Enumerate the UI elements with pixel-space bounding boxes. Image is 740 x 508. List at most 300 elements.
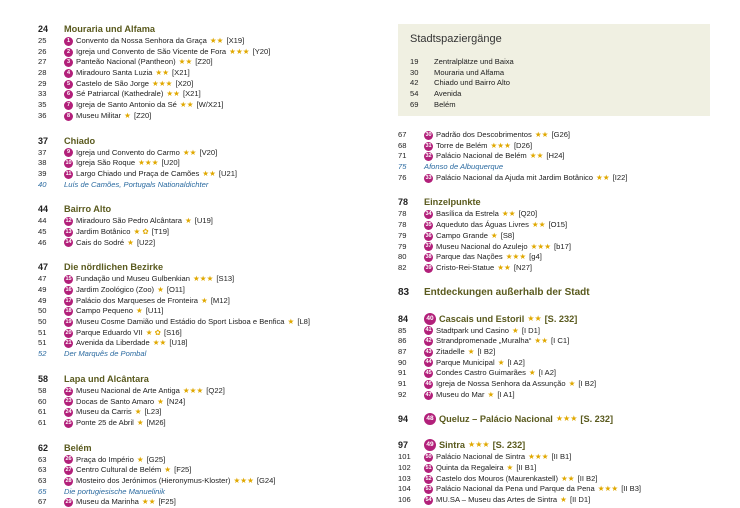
toc-section	[38, 441, 368, 508]
sight-entry[interactable]	[38, 418, 368, 429]
sight-entry[interactable]	[398, 209, 728, 220]
sight-number-badge: 7	[64, 101, 73, 110]
rating-stars-icon: ★★	[166, 89, 180, 99]
rating-stars-icon: ★ ✿	[145, 327, 161, 337]
sight-number-badge: 26	[65, 456, 72, 463]
sight-entry[interactable]	[38, 216, 368, 227]
rating-stars-icon: ★★★	[152, 78, 173, 88]
toc-section	[38, 202, 368, 248]
sight-number-badge: 33	[425, 174, 432, 181]
page-number: 78	[398, 209, 407, 219]
sight-number-badge: 41	[425, 327, 432, 334]
sight-entry[interactable]	[38, 455, 368, 466]
page-number: 68	[398, 140, 407, 150]
sight-number-badge: 14	[65, 239, 72, 246]
rating-stars-icon: ★★★	[490, 140, 511, 150]
section-heading[interactable]	[398, 286, 728, 300]
rating-stars-icon: ★★	[202, 168, 216, 178]
rating-stars-icon: ★	[467, 346, 475, 356]
info-box-entry[interactable]	[38, 180, 368, 191]
page-number: 39	[38, 168, 47, 178]
page-number: 102	[398, 463, 411, 473]
entry-title: Der Marquês de Pombal	[64, 349, 147, 359]
sight-entry[interactable]	[398, 336, 728, 347]
section-title: Bairro Alto	[64, 204, 112, 215]
info-box-entry[interactable]	[38, 487, 368, 498]
sight-entry[interactable]	[398, 231, 728, 242]
section-page-number: 37	[38, 135, 49, 146]
entry-title: Museu da Marinha	[76, 497, 139, 507]
page-number: 46	[38, 237, 47, 247]
sight-entry[interactable]	[38, 68, 368, 79]
sight-number-badge: 13	[65, 228, 72, 235]
sight-entry[interactable]	[38, 79, 368, 90]
entry-title: Campo Grande	[436, 230, 488, 240]
map-reference: [I C1]	[551, 336, 570, 346]
map-reference: [T19]	[151, 226, 170, 236]
page-number: 52	[38, 349, 47, 359]
sight-number-badge: 31	[425, 142, 432, 149]
entry-title: Convento da Nossa Senhora da Graça	[76, 36, 207, 45]
page-number: 37	[38, 147, 47, 157]
sight-entry[interactable]	[398, 358, 728, 369]
sight-entry[interactable]	[398, 130, 728, 141]
rating-stars-icon: ★★	[534, 336, 549, 346]
entry-title: Miradouro Santa Luzia	[76, 68, 153, 78]
section-title: Sintra	[439, 440, 466, 451]
sight-number-badge: 20	[65, 329, 72, 336]
page-number: 75	[398, 162, 407, 172]
section-heading[interactable]	[38, 134, 368, 148]
map-reference: [F25]	[158, 497, 176, 507]
sight-entry[interactable]	[38, 386, 368, 397]
map-reference: [Z20]	[195, 57, 213, 67]
sight-number-badge: 8	[64, 112, 73, 121]
toc-section	[38, 372, 368, 429]
rating-stars-icon: ★★	[209, 36, 224, 45]
page-number: 47	[38, 274, 47, 284]
rating-stars-icon: ★★	[152, 338, 167, 348]
sight-entry[interactable]	[38, 238, 368, 249]
page-number: 50	[38, 317, 47, 327]
rating-stars-icon: ★★	[178, 57, 193, 67]
map-reference: [II B2]	[577, 473, 598, 483]
sight-entry[interactable]	[38, 465, 368, 476]
sight-entry[interactable]	[38, 317, 368, 328]
sight-number-badge: 29	[65, 499, 72, 506]
sight-entry[interactable]	[398, 390, 728, 401]
entry-title: Ponte 25 de Abril	[76, 417, 134, 427]
page-number: 29	[38, 78, 47, 88]
page-number: 106	[398, 495, 411, 505]
page-number: 49	[38, 295, 47, 305]
sight-number-badge: 30	[425, 131, 432, 138]
section-heading[interactable]	[38, 441, 368, 455]
entry-title: Cais do Sodré	[76, 237, 125, 247]
map-reference: [Y20]	[252, 46, 271, 56]
sight-entry[interactable]	[398, 463, 728, 474]
sight-entry[interactable]	[38, 497, 368, 508]
sight-number-badge: 22	[65, 387, 72, 394]
toc-section	[398, 130, 728, 183]
section-page-number: 94	[398, 414, 409, 425]
page-number: 26	[38, 46, 47, 56]
rating-stars-icon: ★★	[596, 172, 610, 182]
map-reference: [U20]	[161, 158, 180, 168]
entry-title: Campo Pequeno	[76, 306, 133, 316]
sight-entry[interactable]	[398, 452, 728, 463]
section-heading[interactable]	[398, 412, 728, 426]
page-number: 58	[38, 385, 47, 395]
rating-stars-icon: ★	[157, 285, 164, 294]
toc-section	[398, 438, 728, 505]
map-reference: [I D1]	[521, 325, 540, 335]
entry-title: Museu do Mar	[436, 389, 485, 399]
page-number: 50	[38, 306, 47, 316]
rating-stars-icon: ★★	[534, 130, 549, 139]
map-reference: [U22]	[136, 237, 156, 247]
map-reference: [U18]	[169, 338, 188, 348]
sight-entry[interactable]	[398, 242, 728, 253]
section-page-number: 47	[38, 262, 49, 273]
entry-title: Parque das Nações	[436, 252, 503, 262]
page-number: 63	[38, 465, 47, 475]
sight-entry[interactable]	[38, 227, 368, 238]
page-number: 103	[398, 473, 411, 483]
map-reference: [U11]	[145, 306, 164, 316]
sight-number-badge: 52	[425, 475, 432, 482]
map-reference: [Q22]	[206, 385, 225, 395]
sight-number-badge: 15	[65, 276, 72, 283]
rating-stars-icon: ★★★	[530, 241, 552, 251]
map-reference: [S13]	[216, 274, 235, 284]
map-reference: [b17]	[554, 241, 571, 251]
entry-title: Museu Militar	[76, 110, 122, 120]
map-reference: [II B1]	[551, 452, 572, 462]
section-page-number: 84	[398, 313, 409, 324]
entry-title: Palácio Nacional da Pena und Parque da Pena	[436, 484, 595, 494]
map-reference: [M12]	[210, 295, 230, 305]
rating-stars-icon: ★ ✿	[133, 226, 149, 236]
sight-entry[interactable]	[398, 151, 728, 162]
rating-stars-icon: ★★★	[597, 484, 619, 494]
page-number: 44	[38, 216, 47, 226]
map-reference: [II B3]	[621, 484, 642, 494]
sight-entry[interactable]	[398, 252, 728, 263]
rating-stars-icon: ★	[124, 110, 131, 120]
map-reference: [S. 232]	[544, 313, 578, 324]
map-reference: [N27]	[513, 262, 533, 272]
map-reference: [U19]	[194, 216, 213, 226]
entry-title: Museu da Carris	[76, 407, 132, 417]
sight-entry[interactable]	[398, 263, 728, 274]
entry-title: Afonso de Albuquerque	[424, 162, 504, 172]
page-number: 49	[38, 285, 47, 294]
sight-number-badge: 43	[425, 348, 432, 355]
entry-title: Aqueduto das Águas Livres	[436, 220, 529, 230]
entry-title: Torre de Belém	[436, 140, 488, 150]
sight-entry[interactable]	[398, 347, 728, 358]
map-reference: [O15]	[548, 220, 568, 230]
sight-number-badge: 53	[425, 486, 432, 493]
page-number: 86	[398, 336, 407, 346]
map-reference: [X20]	[175, 78, 194, 88]
rating-stars-icon: ★★	[527, 313, 542, 323]
map-reference: [W/X21]	[196, 100, 224, 110]
page-number: 78	[398, 220, 407, 230]
map-reference: [II B1]	[516, 463, 537, 473]
sight-number-badge: 23	[65, 398, 72, 405]
page-number: 19	[410, 57, 419, 66]
toc-section	[398, 312, 728, 401]
sight-entry[interactable]	[38, 36, 368, 47]
page-number: 42	[410, 78, 419, 88]
rating-stars-icon: ★★★	[229, 46, 250, 56]
entry-title: Miradouro São Pedro Alcântara	[76, 216, 182, 226]
page-number: 85	[398, 325, 407, 335]
sight-entry[interactable]	[38, 158, 368, 169]
right-column	[398, 0, 728, 506]
sight-entry[interactable]	[398, 173, 728, 184]
rating-stars-icon: ★	[490, 230, 498, 240]
sight-entry[interactable]	[38, 111, 368, 122]
page-number: 90	[398, 357, 407, 367]
map-reference: [S8]	[500, 230, 515, 240]
sight-number-badge: 5	[64, 80, 73, 89]
sight-entry[interactable]	[38, 476, 368, 487]
entry-title: Castelo de São Jorge	[76, 78, 150, 88]
page-number: 30	[410, 67, 419, 77]
section-page-number: 97	[398, 440, 409, 451]
rating-stars-icon: ★★	[560, 473, 575, 483]
sight-entry[interactable]	[38, 100, 368, 111]
section-page-number: 24	[38, 24, 49, 34]
page-number: 27	[38, 57, 47, 67]
map-reference: [G25]	[146, 454, 166, 464]
page-number: 101	[398, 452, 411, 462]
page-number: 25	[38, 36, 47, 45]
sight-entry[interactable]	[38, 89, 368, 100]
sight-entry[interactable]	[398, 141, 728, 152]
entry-title: Basílica da Estrela	[436, 209, 499, 219]
map-reference: [I A2]	[538, 368, 557, 378]
sight-number-badge: 1	[64, 37, 73, 46]
section-heading[interactable]	[38, 22, 368, 36]
entry-title: Strandpromenade „Muralha“	[436, 336, 532, 346]
page-number: 67	[38, 497, 47, 507]
sight-entry[interactable]	[38, 274, 368, 285]
toc-section	[398, 412, 728, 426]
sight-entry[interactable]	[38, 407, 368, 418]
sight-entry[interactable]	[38, 285, 368, 296]
sight-number-badge: 34	[425, 211, 432, 218]
sight-number-badge: 28	[65, 477, 72, 484]
sight-entry[interactable]	[38, 328, 368, 339]
rating-stars-icon: ★	[506, 463, 514, 473]
entry-title: Igreja und Convento de São Vicente de Fora	[76, 46, 227, 56]
section-title: Lapa und Alcântara	[64, 373, 149, 384]
entry-title: Panteão Nacional (Pantheon)	[76, 57, 176, 67]
page-number: 91	[398, 368, 407, 378]
rating-stars-icon: ★★★	[555, 414, 578, 424]
page-number: 36	[38, 110, 47, 120]
sight-entry[interactable]	[398, 368, 728, 379]
entry-title: Cristo-Rei-Statue	[436, 262, 495, 272]
rating-stars-icon: ★	[184, 216, 192, 226]
rating-stars-icon: ★★★	[528, 452, 549, 462]
sight-entry[interactable]	[38, 148, 368, 159]
section-title: Cascais und Estoril	[439, 313, 525, 324]
sight-entry[interactable]	[38, 169, 368, 180]
sight-number-badge: 54	[425, 496, 432, 503]
entry-title: Praça do Império	[76, 454, 134, 464]
page-number: 69	[410, 99, 419, 109]
walk-title: Avenida	[434, 89, 462, 99]
section-page-number: 78	[398, 197, 409, 208]
entry-title: Palácio Nacional de Sintra	[436, 452, 526, 462]
sight-number-badge: 18	[65, 308, 72, 315]
rating-stars-icon: ★	[560, 495, 567, 505]
entry-title: Centro Cultural de Belém	[76, 465, 162, 475]
entry-title: Igreja de Nossa Senhora da Assunção	[436, 379, 566, 388]
sight-number-badge: 16	[65, 286, 72, 293]
sight-entry[interactable]	[398, 379, 728, 390]
rating-stars-icon: ★	[136, 454, 144, 464]
rating-stars-icon: ★★★	[138, 158, 159, 168]
page-number: 38	[38, 158, 47, 168]
sight-entry[interactable]	[38, 57, 368, 68]
map-reference: [I A2]	[507, 357, 525, 367]
page-number: 60	[38, 396, 47, 406]
info-box-entry[interactable]	[398, 162, 728, 173]
section-heading[interactable]	[398, 438, 728, 452]
walk-title: Chiado und Bairro Alto	[434, 78, 510, 88]
page-number: 45	[38, 226, 47, 236]
map-reference: [N24]	[166, 396, 186, 406]
entry-title: Quinta da Regaleira	[436, 463, 504, 473]
left-column	[38, 0, 368, 508]
page-number: 33	[38, 89, 47, 99]
sight-number-badge: 46	[425, 380, 432, 387]
rating-stars-icon: ★★★	[182, 385, 204, 395]
page-number: 79	[398, 230, 407, 240]
map-reference: [L23]	[144, 407, 162, 417]
page-number: 82	[398, 262, 407, 272]
sight-entry[interactable]	[38, 338, 368, 349]
entry-title: Luís de Camões, Portugals Nationaldichter	[64, 179, 209, 189]
toc-section	[38, 22, 368, 122]
entry-title: MU.SA – Museu das Artes de Sintra	[436, 495, 558, 505]
sight-entry[interactable]	[398, 220, 728, 231]
info-box-entry[interactable]	[38, 349, 368, 360]
entry-title: Zitadelle	[436, 346, 465, 356]
page-number: 28	[38, 68, 47, 78]
sight-number-badge: 9	[64, 148, 73, 157]
rating-stars-icon: ★	[568, 379, 576, 388]
sight-number-badge: 44	[425, 359, 432, 366]
walks-box-title: Stadtspaziergänge	[410, 33, 502, 45]
entry-title: Stadtpark und Casino	[436, 325, 510, 335]
section-title: Einzelpunkte	[424, 197, 481, 208]
map-reference: [I B2]	[477, 346, 496, 356]
map-reference: [G26]	[551, 130, 571, 139]
toc-section	[398, 286, 728, 300]
page-number: 51	[38, 327, 47, 337]
section-heading[interactable]	[38, 260, 368, 274]
walk-title: Belém	[434, 99, 456, 109]
sight-number-badge: 38	[425, 254, 432, 261]
page-number: 61	[38, 407, 47, 417]
map-reference: [S. 232]	[492, 440, 526, 451]
map-reference: [g4]	[529, 252, 542, 262]
sight-entry[interactable]	[38, 47, 368, 58]
sight-number-badge: 48	[424, 413, 436, 425]
entry-title: Palácio Nacional de Belém	[436, 151, 527, 161]
page-number: 51	[38, 338, 47, 348]
sight-entry[interactable]	[398, 326, 728, 337]
entry-title: Die portugiesische Manuelinik	[64, 486, 165, 496]
sight-number-badge: 25	[65, 419, 72, 426]
map-reference: [Q20]	[518, 209, 538, 219]
page-number: 91	[398, 379, 407, 388]
entry-title: Parque Municipal	[436, 357, 495, 367]
rating-stars-icon: ★	[134, 407, 142, 417]
section-title: Belém	[64, 442, 92, 453]
sight-number-badge: 19	[65, 318, 72, 325]
page-number: 63	[38, 454, 47, 464]
rating-stars-icon: ★★★	[468, 440, 490, 450]
sight-number-badge: 32	[425, 153, 432, 160]
sight-number-badge: 24	[65, 409, 72, 416]
map-reference: [F25]	[174, 465, 192, 475]
rating-stars-icon: ★	[487, 389, 495, 399]
rating-stars-icon: ★★	[501, 209, 516, 219]
section-page-number: 83	[398, 286, 410, 298]
map-reference: [X19]	[226, 36, 245, 45]
page-number: 67	[398, 130, 407, 139]
rating-stars-icon: ★★	[155, 68, 170, 78]
sight-entry[interactable]	[398, 474, 728, 485]
walk-title: Mouraria und Alfama	[434, 67, 505, 77]
toc-section	[398, 195, 728, 273]
page-number: 87	[398, 346, 407, 356]
sight-entry[interactable]	[38, 306, 368, 317]
page-number: 61	[38, 417, 47, 427]
sight-entry[interactable]	[398, 495, 728, 506]
page-number: 65	[38, 486, 47, 496]
section-heading[interactable]	[398, 195, 728, 209]
entry-title: Docas de Santo Amaro	[76, 396, 155, 406]
section-heading[interactable]	[38, 372, 368, 386]
entry-title: Jardim Botânico	[76, 226, 131, 236]
rating-stars-icon: ★	[136, 306, 143, 316]
entry-title: Castelo dos Mouros (Maurenkastell)	[436, 473, 558, 483]
map-reference: [I B2]	[578, 379, 597, 388]
sight-entry[interactable]	[38, 397, 368, 408]
sight-entry[interactable]	[38, 296, 368, 307]
section-title: Chiado	[64, 135, 96, 146]
sight-number-badge: 11	[65, 170, 72, 177]
map-reference: [L8]	[297, 317, 311, 327]
rating-stars-icon: ★★★	[233, 475, 254, 485]
entry-title: Museu Nacional de Arte Antiga	[76, 385, 180, 395]
section-heading[interactable]	[38, 202, 368, 216]
rating-stars-icon: ★	[497, 357, 505, 367]
section-title: Entdeckungen außerhalb der Stadt	[424, 286, 590, 298]
entry-title: Avenida da Liberdade	[76, 338, 150, 348]
sight-entry[interactable]	[398, 484, 728, 495]
section-heading[interactable]	[398, 312, 728, 326]
